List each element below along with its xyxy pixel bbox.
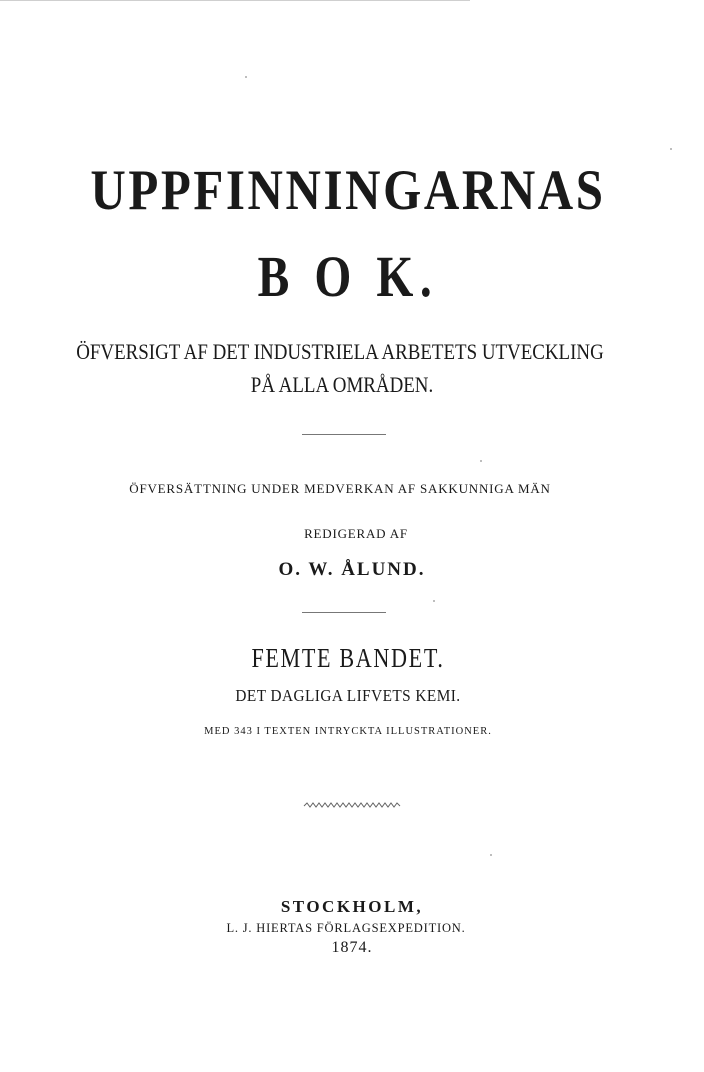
publisher: L. J. HIERTAS FÖRLAGSEXPEDITION. (226, 921, 466, 935)
volume-subject: DET DAGLIGA LIFVETS KEMI. (235, 686, 461, 705)
divider-rule (302, 612, 386, 613)
publication-year: 1874. (331, 939, 373, 956)
paper-speck (245, 76, 247, 78)
edited-by-label: REDIGERAD AF (304, 526, 408, 541)
paper-speck (480, 460, 482, 462)
wavy-ornament-icon (302, 800, 402, 812)
subtitle-line-1: ÖFVERSIGT AF DET INDUSTRIELA ARBETETS UTVECKLING (76, 339, 604, 364)
paper-speck (490, 854, 492, 856)
volume-title: FEMTE BANDET. (251, 643, 445, 673)
book-title: UPPFINNINGARNAS (90, 159, 606, 222)
subtitle-line-2: PÅ ALLA OMRÅDEN. (250, 372, 434, 397)
divider-rule (302, 434, 386, 435)
editor-name: O. W. ÅLUND. (278, 559, 426, 580)
paper-speck (433, 600, 435, 602)
publication-city: STOCKHOLM, (280, 897, 424, 916)
page-top-edge (0, 0, 470, 1)
illustrations-note: MED 343 I TEXTEN INTRYCKTA ILLUSTRATIONER. (204, 726, 492, 737)
book-title-second-line: B O K. (257, 244, 439, 309)
translation-note: ÖFVERSÄTTNING UNDER MEDVERKAN AF SAKKUNNIGA MÄN (129, 481, 551, 496)
paper-speck (670, 148, 672, 150)
